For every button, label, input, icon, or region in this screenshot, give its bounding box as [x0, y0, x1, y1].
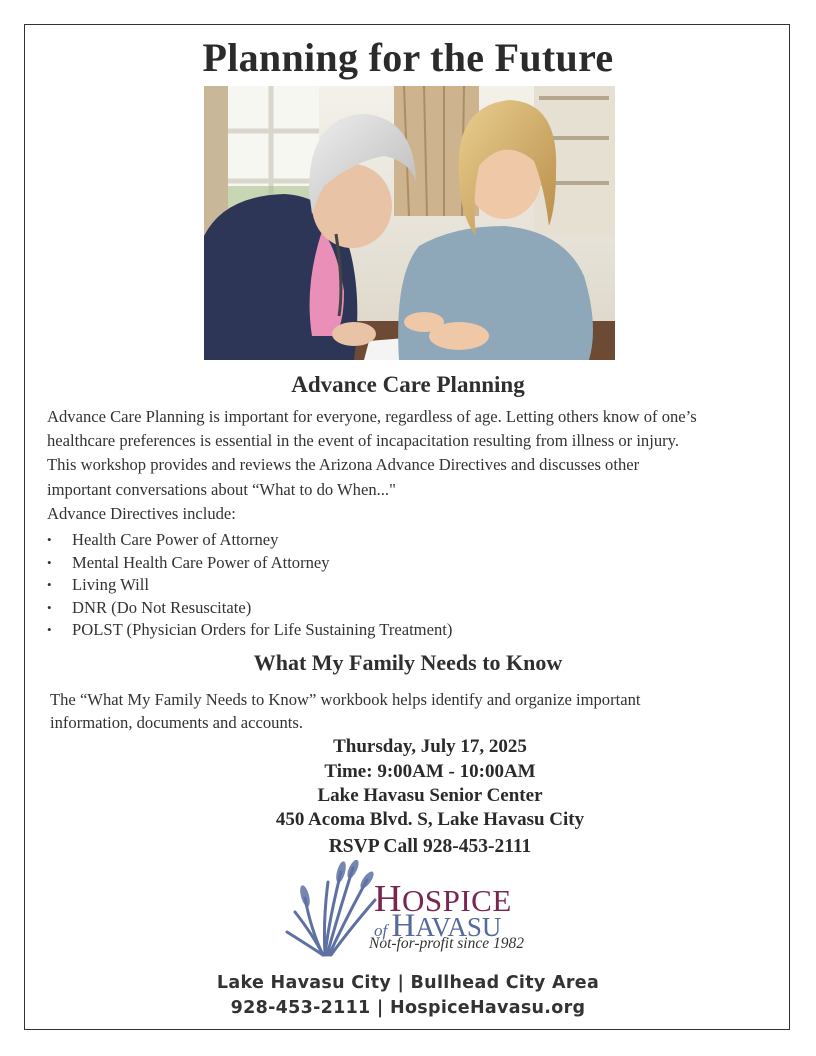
hospice-leaf-icon	[283, 860, 378, 960]
event-address: 450 Acoma Blvd. S, Lake Havasu City	[275, 809, 585, 830]
event-venue: Lake Havasu Senior Center	[317, 785, 543, 806]
section-heading-advance-care: Advance Care Planning	[291, 372, 525, 397]
logo-havasu-rest: AVASU	[415, 912, 502, 942]
description-line: Advance Care Planning is important for everyone, regardless of age. Letting others know of one’s	[47, 407, 697, 426]
list-item: • Living Will	[47, 574, 452, 597]
logo-tagline: Not-for-profit since 1982	[369, 935, 524, 952]
description-line: information, documents and accounts.	[50, 713, 303, 732]
advance-care-description	[47, 405, 777, 526]
logo-hospice-initial: H	[374, 878, 402, 920]
list-item: • Mental Health Care Power of Attorney	[47, 552, 452, 575]
family-description	[50, 688, 780, 734]
page-title: Planning for the Future	[202, 35, 614, 80]
list-item: • DNR (Do Not Resuscitate)	[47, 597, 452, 620]
section-heading-family: What My Family Needs to Know	[253, 650, 563, 675]
event-time: Time: 9:00AM - 10:00AM	[324, 761, 536, 782]
advance-directives-list	[47, 529, 452, 642]
hero-photo	[204, 86, 615, 360]
logo-havasu-initial: H	[391, 908, 416, 944]
list-intro: Advance Directives include:	[47, 503, 236, 523]
description-line: This workshop provides and reviews the Arizona Advance Directives and discusses other	[47, 455, 640, 475]
description-line: healthcare preferences is essential in the event of incapacitation resulting from illness or injury.	[47, 431, 680, 451]
list-item: • POLST (Physician Orders for Life Sustaining Treatment)	[47, 619, 452, 642]
rsvp-line: RSVP Call 928-453-2111	[328, 836, 532, 857]
footer-contact: 928-453-2111 | HospiceHavasu.org	[230, 998, 586, 1018]
description-line: The “What My Family Needs to Know” workbook helps identify and organize important	[50, 690, 641, 709]
logo-of: of	[374, 921, 392, 940]
event-date: Thursday, July 17, 2025	[333, 736, 527, 757]
list-item: • Health Care Power of Attorney	[47, 529, 452, 552]
logo-hospice-rest: OSPICE	[401, 883, 512, 918]
description-line: important conversations about “What to do When..."	[47, 479, 396, 499]
footer-locations: Lake Havasu City | Bullhead City Area	[216, 973, 600, 993]
